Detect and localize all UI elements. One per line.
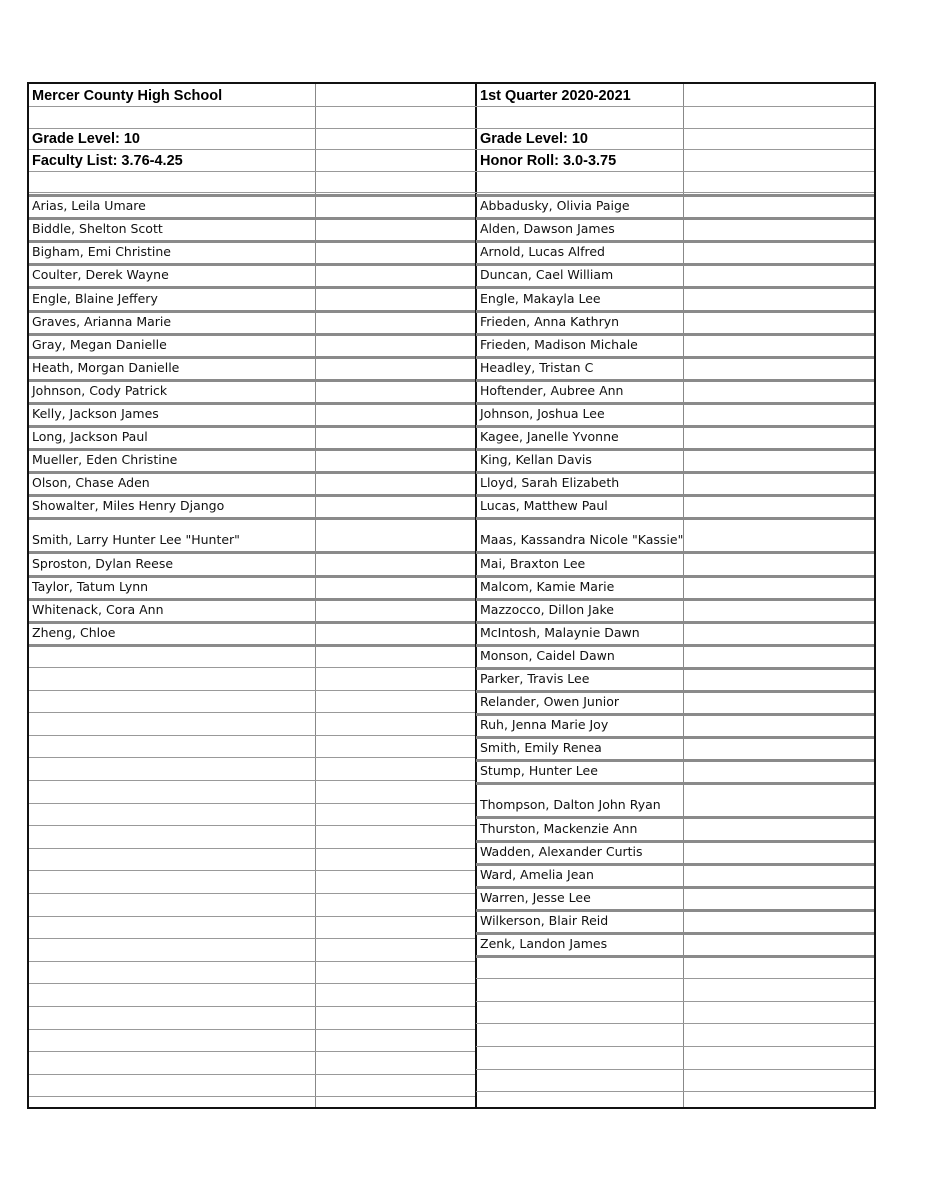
student-name: King, Kellan Davis [480, 452, 592, 468]
student-name: Lucas, Matthew Paul [480, 498, 608, 514]
column-divider-left [315, 84, 316, 1107]
header-row-line [29, 128, 874, 129]
list-row-line [29, 517, 475, 520]
empty-row-line [476, 1023, 874, 1024]
list-row-line [29, 194, 475, 197]
empty-row-line [29, 893, 475, 894]
student-name: Frieden, Anna Kathryn [480, 313, 620, 329]
student-name: Smith, Larry Hunter Lee "Hunter" [32, 532, 240, 548]
student-name: Frieden, Madison Michale [480, 336, 638, 352]
list-row-line [476, 909, 874, 912]
student-name: Johnson, Cody Patrick [32, 382, 168, 398]
list-row-line [476, 816, 874, 819]
list-row-line [29, 333, 475, 336]
list-row-line [476, 263, 874, 266]
list-row-line [29, 551, 475, 554]
faculty-list-heading: Faculty List: 3.76-4.25 [32, 153, 183, 169]
student-name: Showalter, Miles Henry Django [32, 498, 225, 514]
student-name: Abbadusky, Olivia Paige [480, 198, 630, 214]
list-row-line [476, 840, 874, 843]
list-row-line [476, 494, 874, 497]
empty-row-line [29, 983, 475, 984]
student-name: Arnold, Lucas Alfred [480, 244, 605, 260]
student-name: Smith, Emily Renea [480, 740, 602, 756]
empty-row-line [29, 1096, 475, 1097]
empty-row-line [476, 1069, 874, 1070]
header-row-line [29, 171, 874, 172]
empty-row-line [29, 938, 475, 939]
list-row-line [29, 217, 475, 220]
honor-roll-sheet [27, 82, 876, 1109]
list-row-line [29, 644, 475, 647]
list-row-line [476, 310, 874, 313]
empty-row-line [476, 978, 874, 979]
empty-row-line [29, 825, 475, 826]
column-divider-right [683, 84, 684, 1107]
empty-row-line [476, 1046, 874, 1047]
empty-row-line [476, 1001, 874, 1002]
list-row-line [476, 402, 874, 405]
empty-row-line [29, 757, 475, 758]
student-name: Mueller, Eden Christine [32, 452, 178, 468]
list-row-line [476, 598, 874, 601]
student-name: Engle, Blaine Jeffery [32, 290, 158, 306]
list-row-line [29, 575, 475, 578]
empty-row-line [29, 1074, 475, 1075]
student-name: Zenk, Landon James [480, 936, 608, 951]
empty-row-line [476, 1091, 874, 1092]
student-name: Taylor, Tatum Lynn [32, 578, 149, 594]
list-row-line [476, 448, 874, 451]
list-row-line [476, 379, 874, 382]
list-row-line [476, 551, 874, 554]
list-row-line [29, 379, 475, 382]
list-row-line [476, 713, 874, 716]
list-row-line [476, 194, 874, 197]
list-row-line [476, 356, 874, 359]
empty-row-line [29, 690, 475, 691]
header-row-line [29, 149, 874, 150]
student-name: Thurston, Mackenzie Ann [480, 820, 638, 836]
student-name: Gray, Megan Danielle [32, 336, 167, 352]
student-name: Mai, Braxton Lee [480, 555, 586, 571]
student-name: Kagee, Janelle Yvonne [480, 429, 619, 445]
list-row-line [476, 471, 874, 474]
list-row-line [29, 286, 475, 289]
student-name: Mazzocco, Dillon Jake [480, 601, 614, 617]
list-row-line [476, 782, 874, 785]
list-row-line [476, 217, 874, 220]
list-row-line [476, 644, 874, 647]
list-row-line [476, 286, 874, 289]
list-row-line [29, 356, 475, 359]
student-name: Ward, Amelia Jean [480, 866, 594, 882]
student-name: Johnson, Joshua Lee [480, 406, 605, 421]
empty-row-line [29, 961, 475, 962]
student-name: Malcom, Kamie Marie [480, 578, 615, 594]
student-name: Headley, Tristan C [480, 359, 594, 375]
list-row-line [476, 863, 874, 866]
student-name: Olson, Chase Aden [32, 475, 150, 491]
list-row-line [476, 425, 874, 428]
student-name: Parker, Travis Lee [480, 671, 590, 686]
student-name: Wilkerson, Blair Reid [480, 912, 609, 928]
student-name: McIntosh, Malaynie Dawn [480, 624, 640, 640]
empty-row-line [29, 1051, 475, 1052]
left-grade-level: Grade Level: 10 [32, 131, 140, 147]
student-name: Whitenack, Cora Ann [32, 601, 164, 617]
student-name: Relander, Owen Junior [480, 694, 620, 710]
student-name: Warren, Jesse Lee [480, 889, 591, 905]
student-name: Wadden, Alexander Curtis [480, 843, 643, 859]
empty-row-line [29, 667, 475, 668]
student-name: Graves, Arianna Marie [32, 313, 172, 329]
student-name: Duncan, Cael William [480, 267, 614, 283]
empty-row-line [29, 712, 475, 713]
list-row-line [476, 886, 874, 889]
list-row-line [476, 240, 874, 243]
list-row-line [29, 310, 475, 313]
student-name: Bigham, Emi Christine [32, 244, 171, 260]
empty-row-line [29, 735, 475, 736]
list-row-line [476, 759, 874, 762]
student-name: Arias, Leila Umare [32, 198, 146, 214]
honor-roll-heading: Honor Roll: 3.0-3.75 [480, 153, 617, 169]
student-name: Coulter, Derek Wayne [32, 267, 169, 283]
column-divider-middle [475, 84, 477, 1107]
list-row-line [476, 667, 874, 670]
student-name: Hoftender, Aubree Ann [480, 382, 624, 398]
student-name: Monson, Caidel Dawn [480, 647, 615, 663]
list-row-line [476, 690, 874, 693]
student-name: Thompson, Dalton John Ryan [480, 797, 661, 813]
student-name: Kelly, Jackson James [32, 406, 159, 421]
header-row-line [29, 106, 874, 107]
list-row-line [476, 932, 874, 935]
list-row-line [29, 263, 475, 266]
student-name: Stump, Hunter Lee [480, 763, 598, 779]
list-row-line [476, 333, 874, 336]
list-row-line [476, 736, 874, 739]
empty-row-line [29, 870, 475, 871]
student-name: Long, Jackson Paul [32, 429, 148, 445]
quarter-title: 1st Quarter 2020-2021 [480, 88, 631, 104]
student-name: Alden, Dawson James [480, 221, 615, 237]
list-row-line [476, 575, 874, 578]
empty-row-line [29, 803, 475, 804]
school-name: Mercer County High School [32, 88, 223, 104]
empty-row-line [29, 780, 475, 781]
list-row-line [29, 240, 475, 243]
empty-row-line [29, 1006, 475, 1007]
list-row-line [29, 471, 475, 474]
empty-row-line [29, 916, 475, 917]
student-name: Engle, Makayla Lee [480, 290, 601, 306]
empty-row-line [29, 848, 475, 849]
list-row-line [29, 494, 475, 497]
list-row-line [476, 517, 874, 520]
student-name: Zheng, Chloe [32, 624, 116, 640]
student-name: Ruh, Jenna Marie Joy [480, 717, 609, 733]
student-name: Maas, Kassandra Nicole "Kassie" [480, 532, 684, 548]
list-row-line [476, 955, 874, 958]
list-row-line [29, 402, 475, 405]
header-row-line [29, 192, 874, 193]
student-name: Sproston, Dylan Reese [32, 555, 174, 571]
student-name: Lloyd, Sarah Elizabeth [480, 475, 620, 491]
right-grade-level: Grade Level: 10 [480, 131, 588, 147]
list-row-line [476, 621, 874, 624]
list-row-line [29, 621, 475, 624]
list-row-line [29, 598, 475, 601]
student-name: Heath, Morgan Danielle [32, 359, 180, 375]
student-name: Biddle, Shelton Scott [32, 221, 163, 237]
list-row-line [29, 425, 475, 428]
empty-row-line [29, 1029, 475, 1030]
list-row-line [29, 448, 475, 451]
